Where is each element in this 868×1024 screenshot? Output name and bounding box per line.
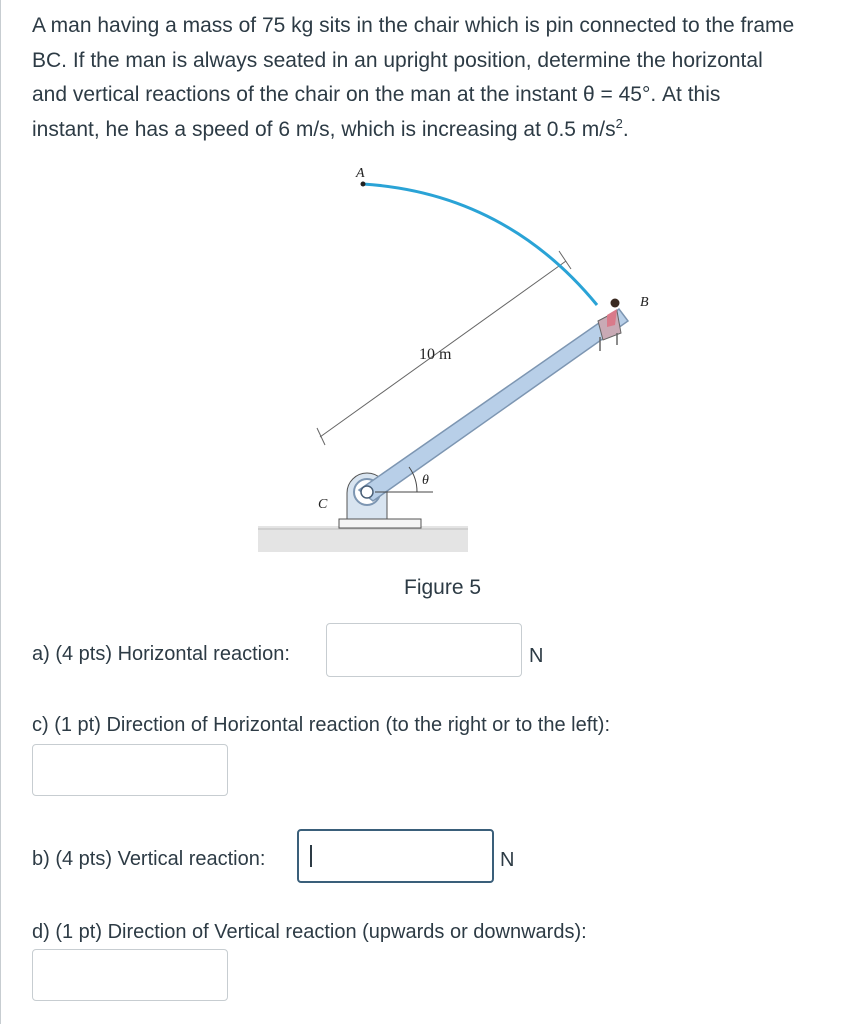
text-cursor xyxy=(310,845,312,867)
vertical-reaction-unit: N xyxy=(500,849,515,871)
problem-line-1: A man having a mass of 75 kg sits in the chair which is pin connected to the frame xyxy=(32,14,795,37)
horizontal-reaction-input[interactable] xyxy=(326,623,522,677)
chair-with-man xyxy=(598,299,621,352)
problem-line-2: BC. If the man is always seated in an upright position, determine the horizontal xyxy=(32,48,763,72)
vertical-reaction-input[interactable] xyxy=(297,829,494,883)
figure-caption: Figure 5 xyxy=(404,576,482,599)
base-plate xyxy=(339,519,421,528)
label-b: B xyxy=(640,295,649,310)
problem-statement xyxy=(32,9,862,147)
label-c: C xyxy=(318,497,328,512)
label-a: A xyxy=(356,166,365,181)
horizontal-direction-label: c) (1 pt) Direction of Horizontal reaction (to the right or to the left): xyxy=(32,714,611,736)
vertical-direction-label: d) (1 pt) Direction of Vertical reaction (upwards or downwards): xyxy=(32,921,587,943)
left-border xyxy=(0,0,1,1024)
vertical-reaction-label: b) (4 pts) Vertical reaction: xyxy=(32,848,266,870)
problem-line-4-text: instant, he has a speed of 6 m/s, which is increasing at 0.5 m/s xyxy=(32,117,616,141)
horizontal-reaction-label: a) (4 pts) Horizontal reaction: xyxy=(32,643,290,665)
problem-line-4-end: . xyxy=(622,117,629,141)
superscript: 2 xyxy=(615,115,623,131)
horizontal-direction-input[interactable] xyxy=(32,744,228,796)
problem-line-3: and vertical reactions of the chair on the man at the instant θ = 45°. At this xyxy=(32,83,721,106)
circular-path xyxy=(363,184,597,305)
angle-label: θ xyxy=(422,473,429,488)
ground xyxy=(258,526,468,552)
point-a xyxy=(361,182,366,187)
vertical-direction-input[interactable] xyxy=(32,949,228,1001)
horizontal-reaction-unit: N xyxy=(529,645,544,667)
pin-c xyxy=(361,486,373,498)
frame-bc xyxy=(359,309,628,501)
figure-5-diagram xyxy=(255,165,705,565)
dimension-label: 10 m xyxy=(419,346,452,363)
problem-line-4 xyxy=(32,113,862,148)
